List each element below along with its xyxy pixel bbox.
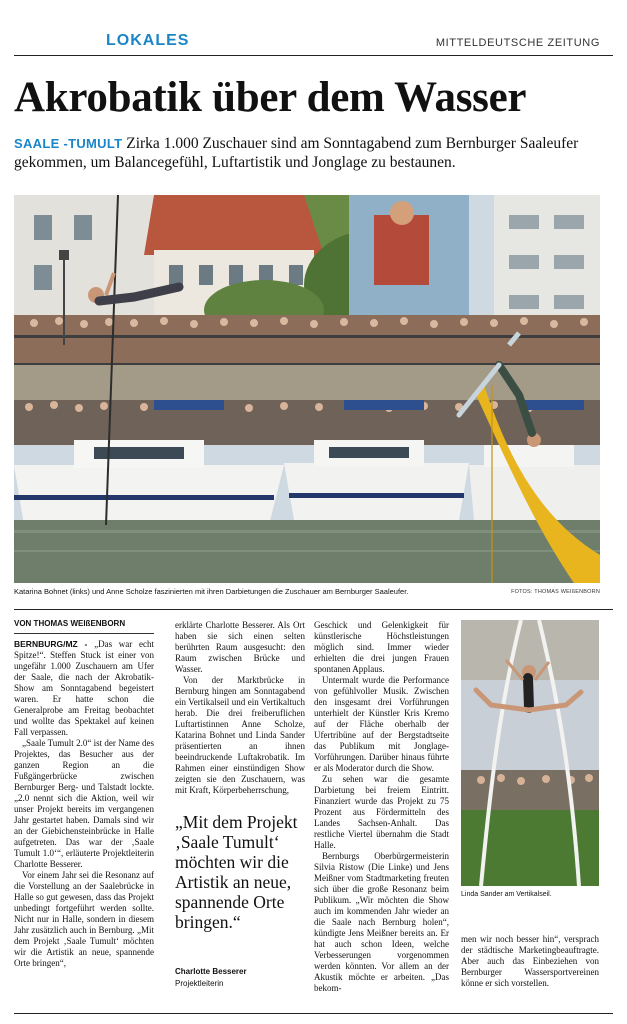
main-photo [14, 195, 600, 583]
lead-text: Zirka 1.000 Zuschauer sind am Sonntagabend zum Bernburger Saaleufer gekommen, um Balancegefühl, Luftartistik und Jonglage zu bestaunen. [14, 135, 579, 171]
column-3 [314, 620, 449, 994]
footer-rule [14, 1013, 613, 1014]
paragraph: Vor einem Jahr sei die Resonanz auf die Vorstellung an der Saalebrücke in Halle so gut gewesen, dass das Projekt unbedingt fortgeführt werden sollte. Nicht nur in Halle, sondern in diesem Jahr zusätzlich auch in Bernburg. „Mit dem Projekt ‚Saale Tumult‘ möchten wir die Artistik an neue, spannende Orte bringen“, [14, 870, 154, 968]
quote-role: Projektleiterin [175, 979, 224, 988]
paragraph: „Saale Tumult 2.0“ ist der Name des Projektes, das Besucher aus der ganzen Region an die Fußgängerbrücke zwischen Bernburger Berg- und Talstadt lockte. „2.0 nennt sich die Aktion, weil wir unser Projekt bereits im vergangenen Jahr gestartet haben. Damals sind wir an der Giebichensteinbrücke in Halle aufgetreten. Das war der ‚Saale Tumult 1.0‘“, erläuterte Projektleiterin Charlotte Besserer. [14, 738, 154, 869]
column-1 [14, 618, 154, 969]
paragraph: Bernburgs Oberbürgermeisterin Silvia Ristow (Die Linke) und Jens Meißner vom Stadtmarketing freuten sich über die große Resonanz beim Publikum. „Wir möchten die Show auch im kommenden Jahr wieder an die Saale nach Bernburg holen“, kündigte Jens Meißner bereits an. Er hat auch schon Ideen, welche Verbesserungen vorgenommen werden könnten. Vor allem an der Akustik möchte er arbeiten. „Das bekom- [314, 851, 449, 993]
body-top-rule [14, 609, 613, 610]
paragraph-text: „Das war echt Spitze!“. Steffen Stuck ist einer von ungefähr 1.000 Zuschauern am Ufer der Saale, die nach der Akrobatik-Show am Sonntagabend begeistert waren. Er hatte schon die Generalprobe am Freitag beobachtet und wollte das Spektakel auf keinen Fall verpassen. [14, 639, 154, 737]
byline: VON THOMAS WEIßENBORN [14, 619, 126, 628]
paragraph: men wir noch besser hin“, versprach der städtische Marketingbeauftragte. Aber auch das Einbeziehen von Bernburger Wassersportvereinen könne er sich vorstellen. [461, 934, 599, 988]
paragraph: erklärte Charlotte Besserer. Als Ort haben sie sich einen selten berührten Raum ausgesucht: den Raum zwischen Brücke und Wasser. [175, 620, 305, 674]
paragraph: Untermalt wurde die Performance von gefühlvoller Musik. Zwischen den insgesamt drei Vorführungen unterhielt der Künstler Kris Kremo auf der Fläche oberhalb der Ufertribüne auf der Bergstadtseite das Publikum mit Jonglage-Vorführungen. Darüber hinaus führte er als Moderator durch die Show. [314, 675, 449, 773]
section-label: LOKALES [106, 32, 190, 49]
paragraph: Von der Marktbrücke in Bernburg hingen am Sonntagabend ein Vertikalseil und ein Vertikaltuch herab. Die drei freiberuflichen Luftartistinnen Anne Scholze, Katarina Bohnet und Linda Sander präsentierten an ihnen beeindruckende Luftakrobatik. Im Rahmen einer einstündigen Show zeigten sie den Zuschauern, was mit Kraft, Körperbeherrschung, [175, 675, 305, 795]
header-rule [14, 55, 613, 56]
paragraph [14, 639, 154, 738]
quote-author: Charlotte Besserer [175, 967, 247, 976]
kicker: SAALE -TUMULT [14, 136, 123, 151]
main-photo-illustration [14, 195, 600, 583]
main-photo-caption: Katarina Bohnet (links) und Anne Scholze faszinierten mit ihren Darbietungen die Zuschauer am Bernburger Saaleufer. [14, 587, 409, 596]
column-2 [175, 620, 305, 796]
side-photo-caption: Linda Sander am Vertikalseil. [461, 891, 552, 898]
paragraph: Geschick und Gelenkigkeit für künstlerische Höchstleistungen möglich sind. Immer wieder erhielten die drei jungen Frauen spontanen Applaus. [314, 620, 449, 674]
byline-rule [14, 633, 154, 634]
headline: Akrobatik über dem Wasser [14, 74, 527, 121]
dateline: BERNBURG/MZ - [14, 639, 88, 649]
lead-paragraph [14, 134, 614, 172]
pull-quote: „Mit dem Projekt ‚Saale Tumult‘ möchten wir die Artistik an neue, spannende Orte bringen.“ [175, 812, 298, 932]
side-photo [461, 620, 599, 886]
column-4 [461, 934, 599, 989]
photo-credit: FOTOS: THOMAS WEIßENBORN [511, 589, 600, 595]
side-photo-illustration [461, 620, 599, 886]
newspaper-name: MITTELDEUTSCHE ZEITUNG [435, 37, 600, 49]
paragraph: Zu sehen war die gesamte Darbietung bei freiem Eintritt. Finanziert wurde das Projekt zu 75 Prozent aus Fördermitteln des Landes Sachsen-Anhalt. Das restliche Viertel übernahm die Stadt Halle. [314, 774, 449, 850]
